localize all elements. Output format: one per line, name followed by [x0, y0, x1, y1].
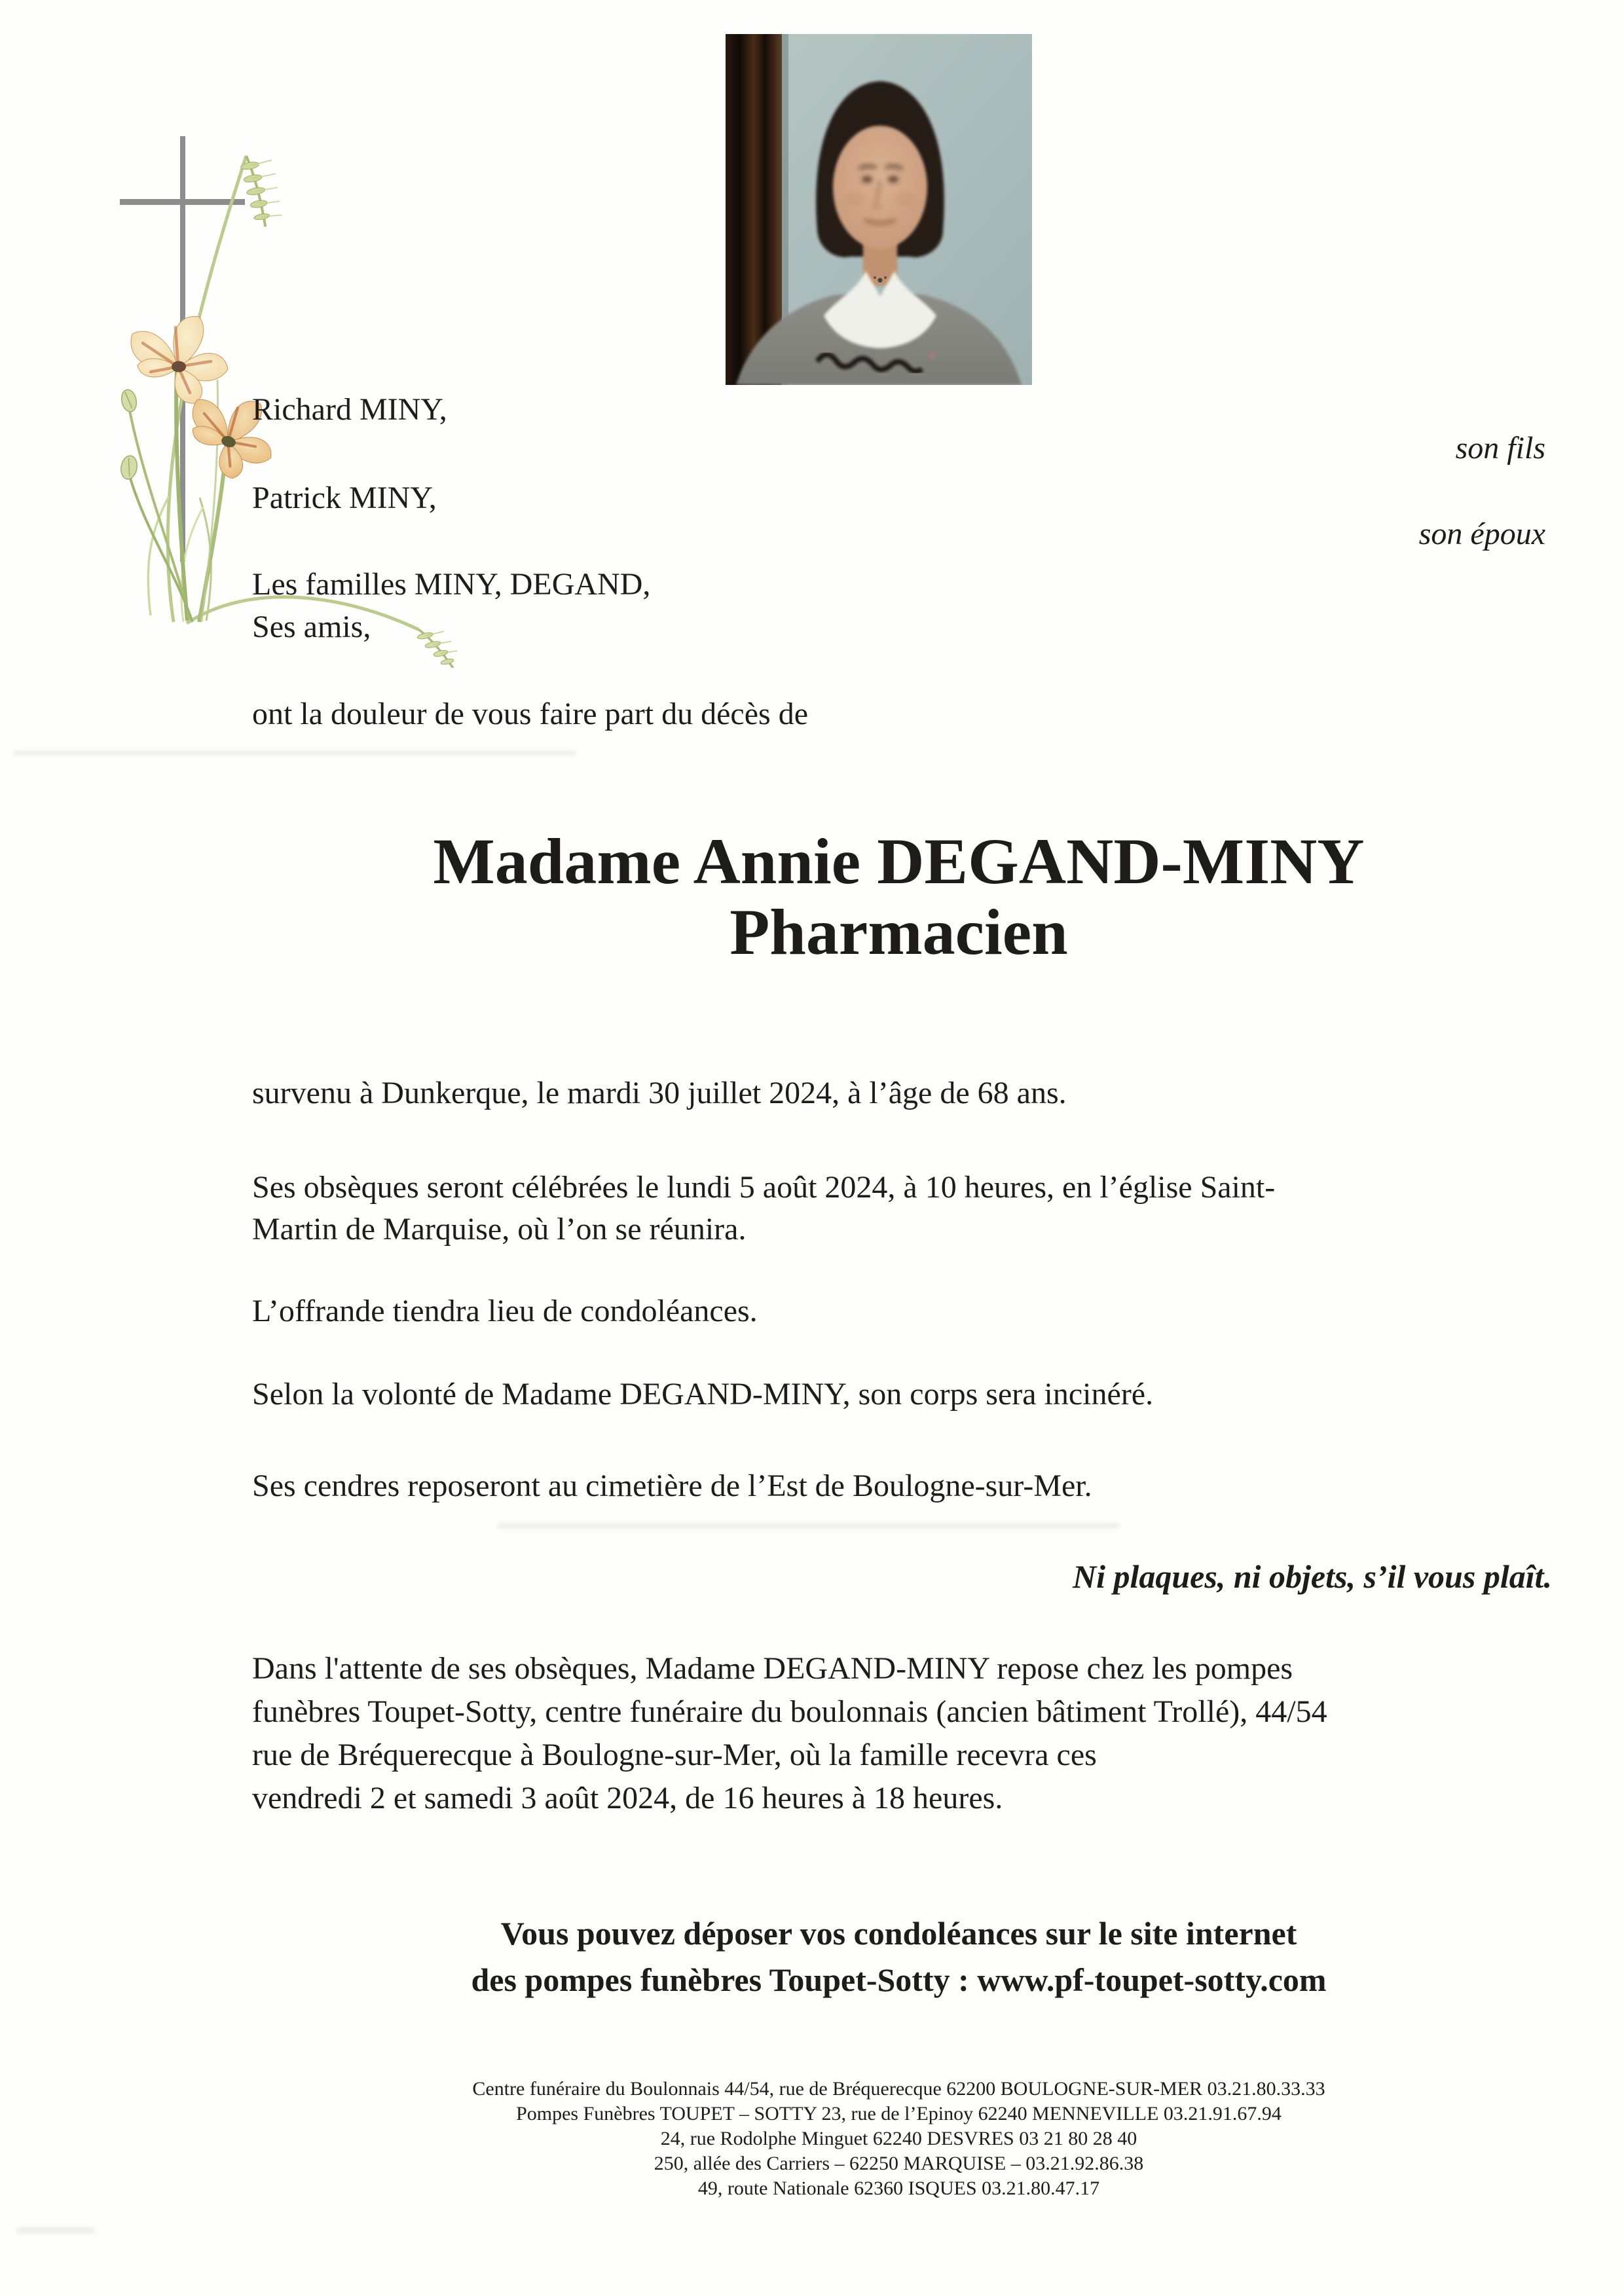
repose-line: rue de Bréquerecque à Boulogne-sur-Mer, où la famille recevra ces [252, 1738, 1097, 1772]
deceased-name: Madame Annie DEGAND-MINY [433, 825, 1365, 898]
condolences-line-2: des pompes funèbres Toupet-Sotty : www.pf-toupet-sotty.com [471, 1961, 1327, 1998]
deceased-profession: Pharmacien [729, 896, 1068, 968]
funeral-line: Ses obsèques seront célébrées le lundi 5 août 2024, à 10 heures, en l’église Saint- [252, 1170, 1276, 1205]
condolences-notice [252, 1910, 1545, 2003]
footer-address-line: Pompes Funèbres TOUPET – SOTTY 23, rue de l’Epinoy 62240 MENNEVILLE 03.21.91.67.94 [516, 2103, 1282, 2124]
repose-paragraph [252, 1647, 1327, 1820]
footer-address-line: 250, allée des Carriers – 62250 MARQUISE – 03.21.92.86.38 [654, 2153, 1144, 2174]
repose-line: Dans l'attente de ses obsèques, Madame DEGAND-MINY repose chez les pompes [252, 1651, 1293, 1686]
deceased-title [252, 826, 1545, 968]
portrait-photo [726, 34, 1032, 385]
poppy-bud-2 [119, 454, 139, 481]
death-statement: survenu à Dunkerque, le mardi 30 juillet 2024, à l’âge de 68 ans. [252, 1076, 1067, 1110]
funeral-home-footer [252, 2077, 1545, 2201]
mourner-name-2: Patrick MINY, [252, 481, 437, 515]
relation-label-2: son époux [1418, 517, 1545, 551]
footer-address-line: Centre funéraire du Boulonnais 44/54, rue de Bréquerecque 62200 BOULOGNE-SUR-MER 03.21.80.33.33 [472, 2078, 1325, 2100]
ashes-statement: Ses cendres reposeront au cimetière de l’Est de Boulogne-sur-Mer. [252, 1468, 1092, 1503]
repose-line: funèbres Toupet-Sotty, centre funéraire du boulonnais (ancien bâtiment Trollé), 44/54 [252, 1694, 1327, 1729]
condolences-line-1: Vous pouvez déposer vos condoléances sur le site internet [500, 1915, 1297, 1952]
cremation-statement: Selon la volonté de Madame DEGAND-MINY, son corps sera incinéré. [252, 1377, 1154, 1412]
mourner-name-1: Richard MINY, [252, 392, 447, 427]
mourner-friends: Ses amis, [252, 610, 371, 644]
scan-artifact-2 [498, 1523, 1120, 1529]
poppy-flower-1 [131, 316, 228, 403]
scan-artifact-3 [16, 2227, 95, 2234]
offering-statement: L’offrande tiendra lieu de condoléances. [252, 1294, 758, 1328]
relation-label-1: son fils [1455, 431, 1545, 465]
scan-artifact-1 [13, 750, 576, 756]
mourner-families: Les familles MINY, DEGAND, [252, 567, 651, 602]
funeral-paragraph [252, 1167, 1275, 1250]
footer-address-line: 49, route Nationale 62360 ISQUES 03.21.80.47.17 [697, 2178, 1100, 2199]
no-plaques-request: Ni plaques, ni objets, s’il vous plaît. [1072, 1558, 1552, 1595]
announcement-line: ont la douleur de vous faire part du décès de [252, 697, 809, 731]
footer-address-line: 24, rue Rodolphe Minguet 62240 DESVRES 03 21 80 28 40 [660, 2128, 1137, 2149]
repose-line: vendredi 2 et samedi 3 août 2024, de 16 heures à 18 heures. [252, 1781, 1003, 1815]
funeral-line: Martin de Marquise, où l’on se réunira. [252, 1212, 747, 1247]
poppy-bud-1 [120, 388, 139, 413]
